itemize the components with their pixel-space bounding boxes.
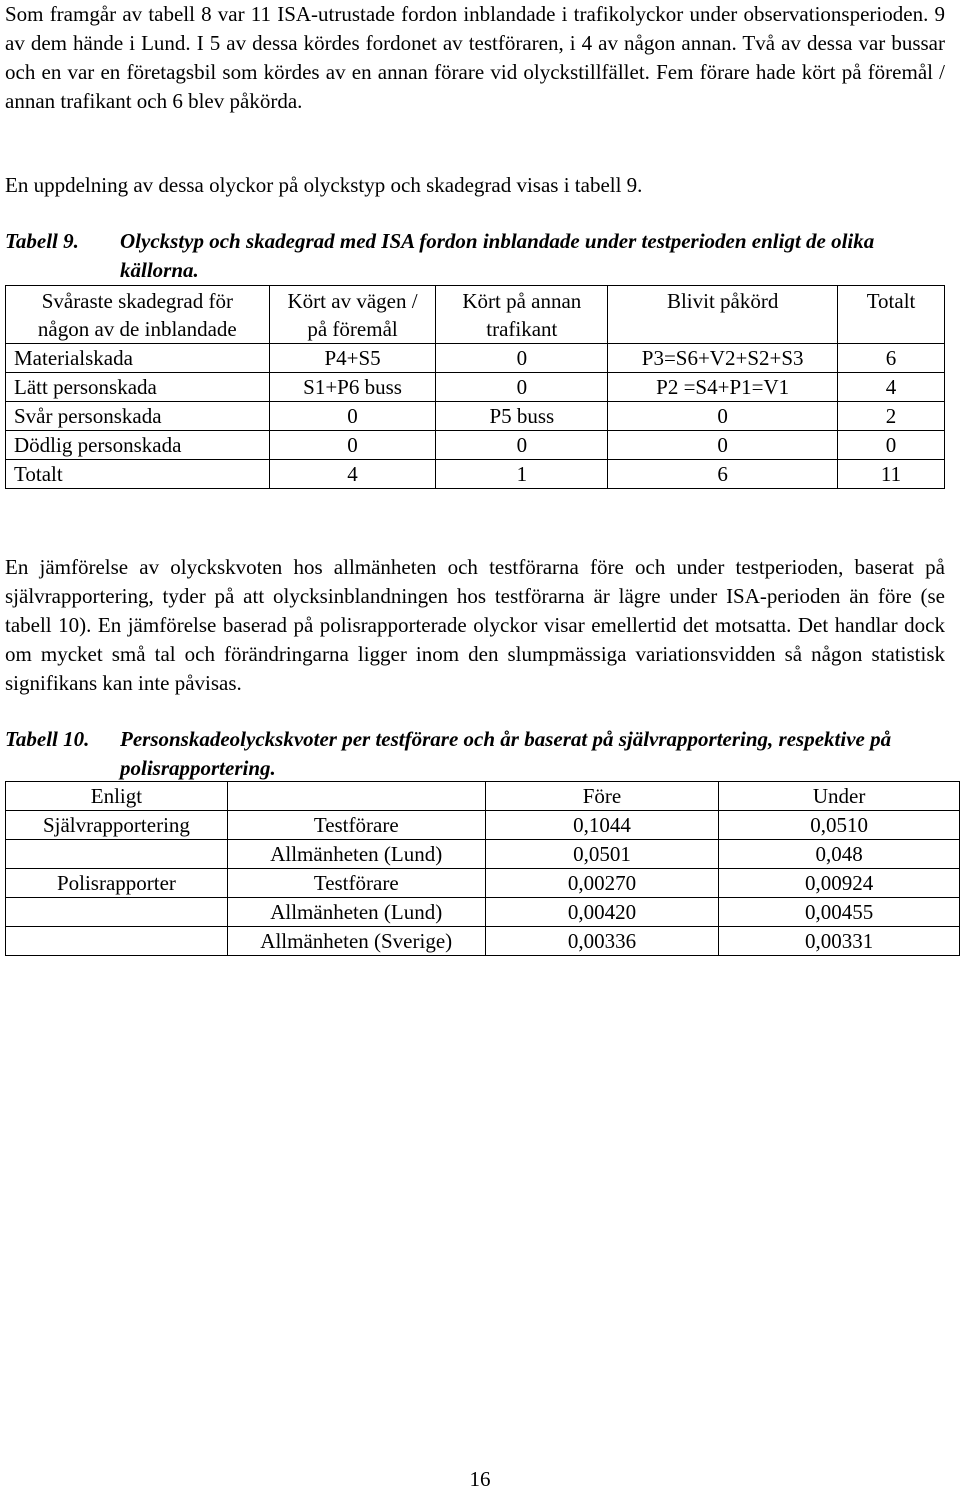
table10-header-cell [227,782,485,811]
table9-cell: 11 [838,460,945,489]
table9-caption [5,227,950,285]
table10-header-row [6,782,960,811]
table9-cell: 4 [269,460,436,489]
table9-cell: Lätt personskada [6,373,270,402]
table9-cell: 0 [436,373,608,402]
table9 [5,285,945,489]
table10-cell [6,927,228,956]
table10-header-cell: Före [485,782,719,811]
table9-cell: 0 [608,402,838,431]
table10-cell: Allmänheten (Lund) [227,840,485,869]
table10-cell: 0,0501 [485,840,719,869]
table10 [5,781,960,956]
intro-paragraph: Som framgår av tabell 8 var 11 ISA-utrustade fordon inblandade i trafikolyckor under observationsperioden. 9 av dem hände i Lund. I 5 av dessa kördes fordonet av testföraren, i 4 av någon annan. Två av dessa var bussar och en var en företagsbil som kördes av en annan förare vid olyckstillfället. Fem förare hade kört på föremål / annan trafikant och 6 blev påkörda. [5,2,945,113]
table9-cell: 0 [269,402,436,431]
table9-cell: 0 [608,431,838,460]
table9-cell: S1+P6 buss [269,373,436,402]
table9-header-cell: Svåraste skadegrad för någon av de inblandade [6,286,270,344]
table-row [6,840,960,869]
table10-cell: 0,00336 [485,927,719,956]
page-number: 16 [469,1467,491,1491]
table9-cell: Materialskada [6,344,270,373]
table10-cell: 0,048 [719,840,960,869]
table10-cell: Testförare [227,869,485,898]
table-row [6,373,945,402]
table-row [6,460,945,489]
table10-cell: Självrapportering [6,811,228,840]
table9-header-row [6,286,945,344]
table9-header-cell: Blivit påkörd [608,286,838,344]
table9-caption-text: Olyckstyp och skadegrad med ISA fordon inblandade under testperioden enligt de olika källorna. [120,229,875,282]
table10-cell: 0,00924 [719,869,960,898]
table9-cell: 6 [838,344,945,373]
table-row [6,927,960,956]
table9-caption-label: Tabell 9. [5,229,79,253]
table9-header-cell: Kört av vägen / på föremål [269,286,436,344]
table9-cell: 2 [838,402,945,431]
table9-cell: 0 [838,431,945,460]
table10-cell: Testförare [227,811,485,840]
table9-cell: 6 [608,460,838,489]
table-row [6,898,960,927]
table9-cell: 0 [436,431,608,460]
table-row [6,344,945,373]
table10-cell [6,898,228,927]
table10-cell: 0,00270 [485,869,719,898]
table9-cell: Dödlig personskada [6,431,270,460]
table9-cell: 1 [436,460,608,489]
table10-caption-text: Personskadeolyckskvoter per testförare och år baserat på självrapportering, respektive på polisrapportering. [120,727,892,780]
table9-cell: Svår personskada [6,402,270,431]
table10-cell: 0,00455 [719,898,960,927]
table-row [6,431,945,460]
table9-cell: Totalt [6,460,270,489]
table9-cell: 0 [269,431,436,460]
table9-cell: 4 [838,373,945,402]
table10-cell: Polisrapporter [6,869,228,898]
table9-cell: P2 =S4+P1=V1 [608,373,838,402]
table10-cell: 0,1044 [485,811,719,840]
table10-cell: 0,00331 [719,927,960,956]
table9-reference-paragraph: En uppdelning av dessa olyckor på olyckstyp och skadegrad visas i tabell 9. [5,173,643,197]
table10-header-cell: Enligt [6,782,228,811]
table9-cell: P4+S5 [269,344,436,373]
table9-header-cell: Kört på annan trafikant [436,286,608,344]
comparison-paragraph: En jämförelse av olyckskvoten hos allmänheten och testförarna före och under testperioden, baserat på självrapportering, tyder på att olycksinblandningen hos testförarna är lägre under ISA-perioden än före (se tabell 10). En jämförelse baserad på polisrapporterade olyckor visar emellertid det motsatta. Det handlar dock om mycket små tal och förändringarna ligger inom den slumpmässiga variationsvidden så någon statistisk signifikans kan inte påvisas. [5,555,945,695]
table9-cell: P3=S6+V2+S2+S3 [608,344,838,373]
table-row [6,402,945,431]
table10-cell: Allmänheten (Lund) [227,898,485,927]
table10-caption-label: Tabell 10. [5,727,90,751]
table10-cell: 0,0510 [719,811,960,840]
table10-cell: Allmänheten (Sverige) [227,927,485,956]
table9-cell: P5 buss [436,402,608,431]
table10-cell [6,840,228,869]
table-row [6,811,960,840]
table-row [6,869,960,898]
table10-header-cell: Under [719,782,960,811]
table10-cell: 0,00420 [485,898,719,927]
table9-header-cell: Totalt [838,286,945,344]
table10-caption [5,725,950,783]
table9-cell: 0 [436,344,608,373]
